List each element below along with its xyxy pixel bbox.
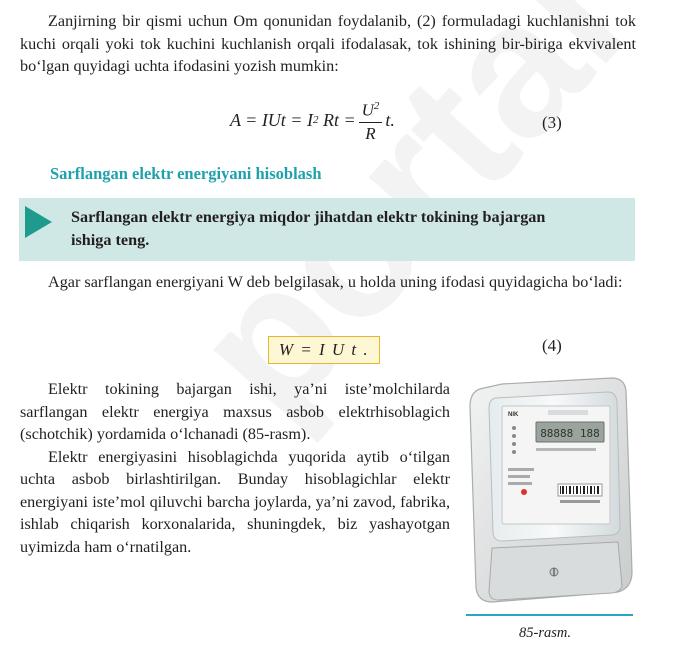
formula-3 — [230, 92, 395, 148]
formula-3-lhs: A = IUt = I — [230, 109, 313, 130]
formula-3-mid: Rt = — [322, 109, 356, 130]
electric-meter-illustration — [462, 376, 642, 612]
paragraph-energy: Agar sarflangan energiyani W deb belgilasak, u holda uning ifodasi quyidagicha bo‘ladi: — [48, 273, 623, 291]
formula-3-exp: 2 — [312, 114, 319, 126]
paragraph-intro: Zanjirning bir qismi uchun Om qonunidan foydalanib, (2) formuladagi kuchlanishni tok kuchi orqali yoki tok kuchini kuchlanish orqali ifodalasak, tok ishining bir-biriga ekvivalent bo‘lgan quyidagi uchta ifodasini yozish mumkin: — [20, 12, 636, 75]
definition-callout — [19, 198, 635, 261]
meter-display: 88888 188 — [540, 427, 600, 440]
meter-text-column — [20, 378, 450, 558]
figure-caption: 85-rasm. — [519, 625, 571, 641]
paragraph-meter-usage: Elektr energiyasini hisoblagichda yuqorida aytib o‘tilgan uchta asbob birlashtirilgan. Bunday hisoblagichlar elektr energiyani iste’mol qiluvchi barcha joylarda, ya’ni zavod, fabrika, ishlab chiqarish korxonalarida, shuningdek, biz yashayotgan uyimizda ham o‘rnatilgan. — [20, 447, 450, 556]
formula-4-box: W = I U t . — [268, 336, 380, 364]
play-arrow-icon — [25, 206, 52, 238]
equation-number-4: (4) — [542, 336, 562, 355]
equation-number-3: (3) — [542, 113, 562, 132]
definition-text: Sarflangan elektr energiya miqdor jihatdan elektr tokining bajargan ishiga teng. — [71, 208, 546, 249]
meter-brand: NIK — [508, 412, 519, 418]
formula-3-tail: t. — [385, 109, 395, 130]
fraction-numerator-exp: 2 — [373, 100, 380, 113]
fraction-denominator: R — [365, 123, 376, 143]
formula-3-fraction — [359, 95, 383, 145]
fraction-numerator: U — [361, 100, 374, 120]
section-heading: Sarflangan elektr energiyani hisoblash — [50, 164, 322, 183]
figure-rule — [466, 614, 633, 616]
paragraph-meter-intro: Elektr tokining bajargan ishi, ya’ni iste’molchilarda sarflangan elektr energiya maxsus asbob elektrhisoblagich (schotchik) yordamida o‘lchanadi (85-rasm). — [20, 380, 450, 443]
